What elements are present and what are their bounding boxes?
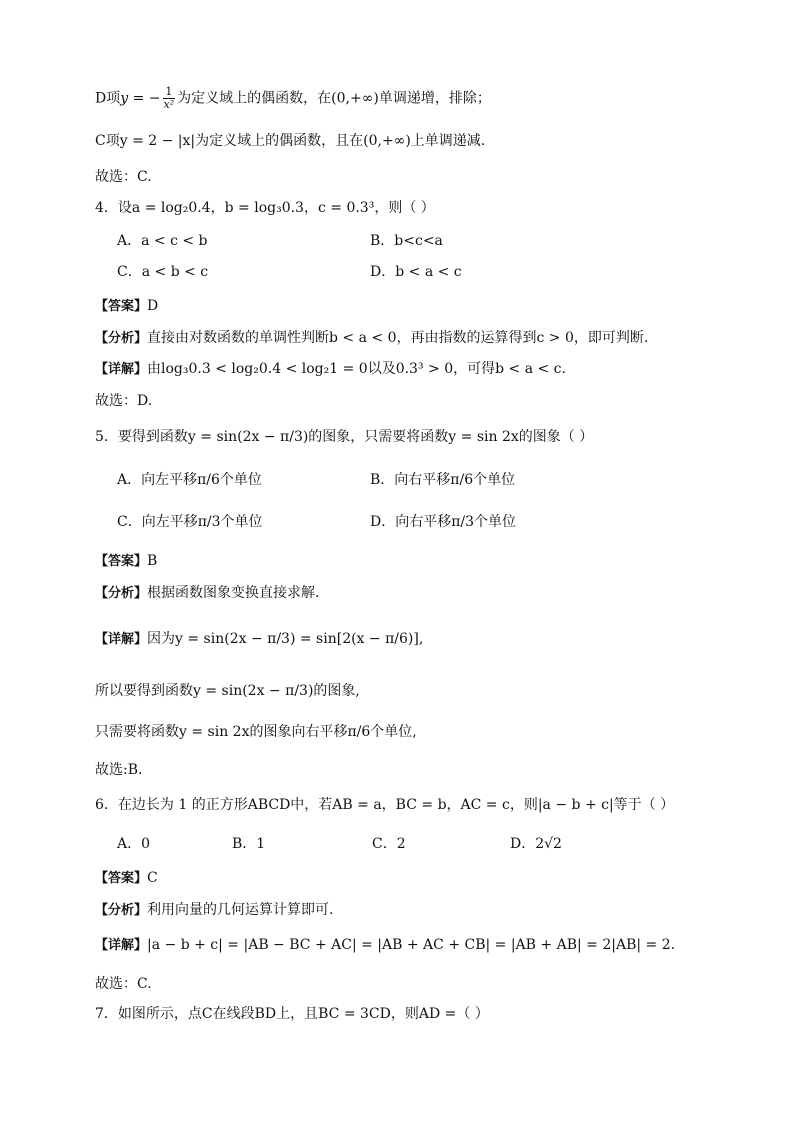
option-c: C．2 bbox=[372, 836, 406, 852]
option-d: D．b < a < c bbox=[370, 264, 462, 280]
analysis-line: 【分析】根据函数图象变换直接求解. bbox=[95, 585, 320, 601]
analysis-line: 【分析】直接由对数函数的单调性判断b < a < 0，再由指数的运算得到c > 0，即可判断. bbox=[95, 330, 649, 346]
detail-line: 【详解】由log₃0.3 < log₂0.4 < log₂1 = 0以及0.3³ > 0，可得b < a < c. bbox=[95, 361, 566, 377]
text-line: 故选：D. bbox=[95, 393, 153, 409]
option-c: C．向左平移π/3个单位 bbox=[117, 514, 263, 530]
text-line: 故选：C. bbox=[95, 976, 152, 992]
fraction: $\frac{1}{\text{x²}}$ bbox=[163, 85, 175, 111]
text-line: D项y = − $\frac{1}{\text{x²}}$ 为定义域上的偶函数，在(0,+∞)单调递增，排除； bbox=[95, 85, 491, 111]
answer-line: 【答案】C bbox=[95, 870, 158, 886]
detail-line: 【详解】因为y = sin(2x − π/3) = sin[2(x − π/6)], bbox=[95, 631, 424, 647]
option-d: D．2√2 bbox=[510, 836, 562, 852]
option-b: B．向右平移π/6个单位 bbox=[370, 472, 516, 488]
option-a: A．a < c < b bbox=[117, 233, 208, 249]
answer-line: 【答案】D bbox=[95, 298, 159, 314]
option-a: A．向左平移π/6个单位 bbox=[117, 472, 262, 488]
option-b: B．b<c<a bbox=[370, 233, 443, 249]
text-line: 所以要得到函数y = sin(2x − π/3)的图象, bbox=[95, 683, 360, 699]
question-5: 5．要得到函数y = sin(2x − π/3)的图象，只需要将函数y = sin 2x的图象（ ） bbox=[95, 429, 594, 445]
answer-line: 【答案】B bbox=[95, 553, 158, 569]
question-4: 4．设a = log₂0.4，b = log₃0.3，c = 0.3³，则（ ） bbox=[95, 200, 435, 216]
option-c: C．a < b < c bbox=[117, 264, 209, 280]
question-7: 7．如图所示，点C在线段BD上，且BC = 3CD，则AD =（ ） bbox=[95, 1006, 489, 1022]
text-line: 故选：C. bbox=[95, 169, 152, 185]
detail-line: 【详解】|a − b + c| = |AB − BC + AC| = |AB + AC + CB| = |AB + AB| = 2|AB| = 2. bbox=[95, 937, 676, 953]
question-6: 6．在边长为 1 的正方形ABCD中，若AB = a，BC = b，AC = c，则|a − b + c|等于（ ） bbox=[95, 797, 675, 813]
option-a: A．0 bbox=[117, 836, 151, 852]
option-b: B．1 bbox=[232, 836, 266, 852]
analysis-line: 【分析】利用向量的几何运算计算即可. bbox=[95, 902, 334, 918]
text-line: 故选:B. bbox=[95, 762, 143, 778]
text-line: C项y = 2 − |x|为定义域上的偶函数，且在(0,+∞)上单调递减. bbox=[95, 133, 486, 149]
option-d: D．向右平移π/3个单位 bbox=[370, 514, 517, 530]
text-line: 只需要将函数y = sin 2x的图象向右平移π/6个单位, bbox=[95, 724, 417, 740]
